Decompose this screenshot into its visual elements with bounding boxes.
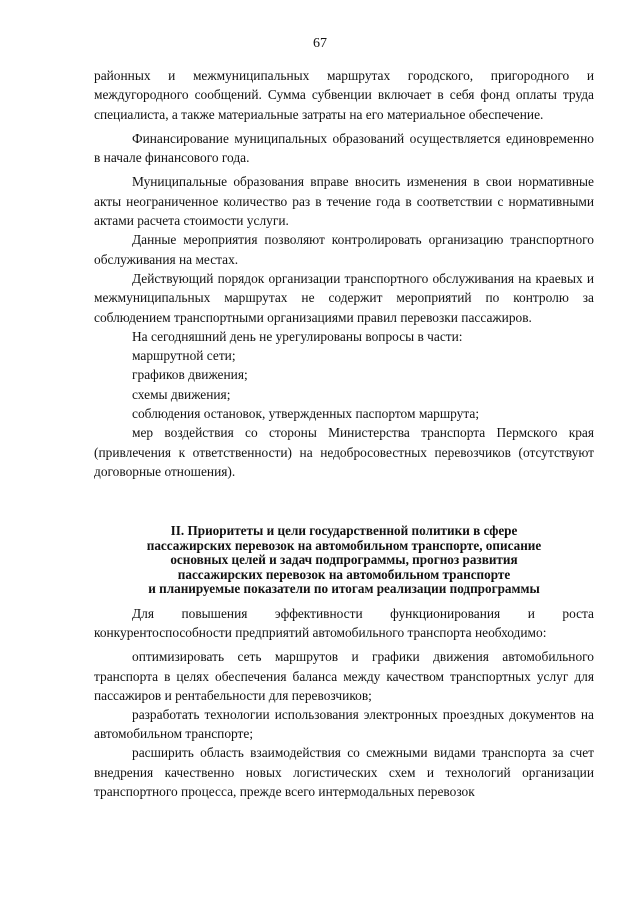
paragraph: Муниципальные образования вправе вносить изменения в свои нормативные акты неограниченное количество раз в течение года в соответствии с нормативными актами расчета стоимости услуги. [94, 174, 594, 229]
paragraph: Данные мероприятия позволяют контролировать организацию транспортного обслуживания на местах. [94, 232, 594, 267]
list-item: схемы движения; [132, 386, 231, 402]
list-item: маршрутной сети; [132, 348, 236, 364]
list-item: мер воздействия со стороны Министерства транспорта Пермского края (привлечения к ответственности) на недобросовестных перевозчиков (отсутствуют договорные отношения). [94, 425, 594, 479]
paragraph: Для повышения эффективности функционирования и роста конкурентоспособности предприятий автомобильного транспорта необходимо: [94, 606, 594, 641]
heading-line: пассажирских перевозок на автомобильном транспорте [177, 566, 511, 582]
list-item: соблюдения остановок, утвержденных паспортом маршрута; [132, 406, 480, 422]
heading-line: основных целей и задач подпрограммы, прогноз развития [170, 552, 518, 568]
section-2-text [94, 604, 594, 801]
section-1-text [94, 66, 594, 481]
list-item: графиков движения; [132, 367, 248, 383]
list-item: оптимизировать сеть маршрутов и графики движения автомобильного транспорта в целях обеспечения баланса между качеством транспортных услуг для пассажиров и рентабельности для перевозчиков; [94, 649, 594, 703]
heading-line: пассажирских перевозок на автомобильном транспорте, описание [146, 537, 542, 553]
heading-line: II. Приоритеты и цели государственной политики в сфере [170, 523, 518, 538]
paragraph: На сегодняшний день не урегулированы вопросы в части: [132, 328, 463, 344]
paragraph: районных и межмуниципальных маршрутах городского, пригородного и междугородного сообщений. Сумма субвенции включает в себя фонд оплаты труда специалиста, а также материальные затраты на его материальное обеспечение. [94, 68, 594, 122]
section-heading [94, 524, 594, 597]
paragraph: Финансирование муниципальных образований осуществляется единовременно в начале финансового года. [94, 130, 594, 166]
paragraph: Действующий порядок организации транспортного обслуживания на краевых и межмуниципальных маршрутах не содержит мероприятий по контролю за соблюдением транспортными организациями правил перевозки пассажиров. [94, 270, 594, 325]
heading-line: и планируемые показатели по итогам реализации подпрограммы [148, 581, 540, 597]
page-number: 67 [313, 36, 327, 51]
list-item: разработать технологии использования электронных проездных документов на автомобильном транспорте; [94, 707, 594, 742]
list-item: расширить область взаимодействия со смежными видами транспорта за счет внедрения качественно новых логистических схем и технологий организации транспортного процесса, прежде всего интермодальных перевозок [94, 745, 594, 799]
